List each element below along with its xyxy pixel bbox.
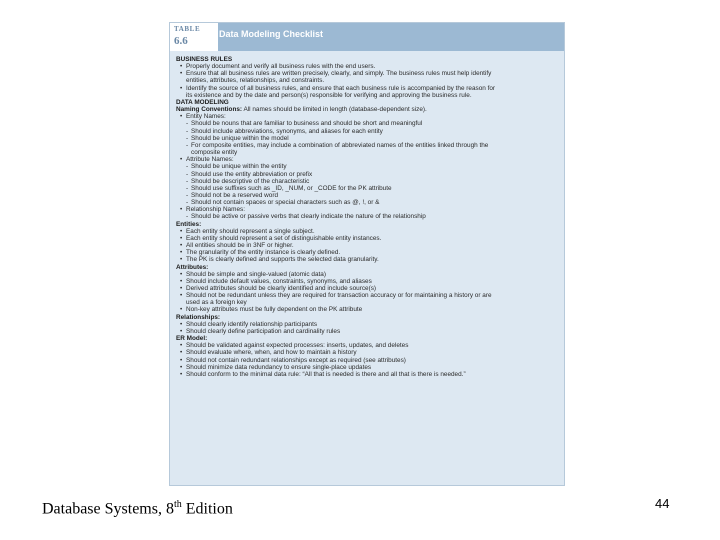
section-heading <box>176 221 560 228</box>
section-heading <box>176 264 560 271</box>
dash-icon: - <box>186 120 189 128</box>
checklist-line <box>176 156 560 163</box>
line-text: Should be validated against expected processes: inserts, updates, and deletes <box>186 342 409 350</box>
checklist-line <box>176 92 560 99</box>
section-heading <box>176 335 560 342</box>
line-text: ER Model: <box>176 335 208 343</box>
checklist-line <box>176 342 560 349</box>
checklist-line <box>176 113 560 120</box>
bullet-icon: • <box>180 363 183 371</box>
checklist-line <box>176 249 560 256</box>
bullet-icon: • <box>180 242 183 250</box>
line-text: its existence and by the date and person(s) responsible for verifying and approving the business rule. <box>186 91 472 99</box>
dash-icon: - <box>186 177 189 185</box>
bullet-icon: • <box>180 63 183 71</box>
line-text: Relationships: <box>176 313 221 321</box>
checklist-content <box>176 56 560 378</box>
checklist-line <box>176 213 560 220</box>
dash-icon: - <box>186 127 189 135</box>
table-header <box>170 23 564 51</box>
checklist-line <box>176 171 560 178</box>
bullet-icon: • <box>180 277 183 285</box>
line-text: Should be simple and single-valued (atomic data) <box>186 270 326 278</box>
line-text: Should not be redundant unless they are required for transaction accuracy or for maintaining a history or are <box>186 292 492 300</box>
checklist-line <box>176 185 560 192</box>
line-text: Should not contain redundant relationships except as required (see attributes) <box>186 356 406 364</box>
bullet-icon: • <box>180 306 183 314</box>
bullet-icon: • <box>180 285 183 292</box>
line-text: composite entity <box>191 149 238 157</box>
checklist-line <box>176 192 560 199</box>
checklist-line <box>176 128 560 135</box>
line-text: Each entity should represent a single subject. <box>186 227 315 235</box>
section-heading <box>176 314 560 321</box>
checklist-line <box>176 271 560 278</box>
checklist-line <box>176 149 560 156</box>
table-label-word: TABLE <box>174 25 201 33</box>
line-text: Properly document and verify all business rules with the end users. <box>186 63 376 71</box>
bullet-icon: • <box>180 70 183 78</box>
dash-icon: - <box>186 163 189 171</box>
footer-title-edition: Edition <box>181 500 233 518</box>
checklist-line <box>176 357 560 364</box>
line-text: Naming Conventions: <box>176 106 243 114</box>
checklist-line <box>176 228 560 235</box>
checklist-line <box>176 85 560 92</box>
line-text: entities, attributes, relationships, and constraints. <box>186 77 325 85</box>
bullet-icon: • <box>180 84 183 92</box>
checklist-table <box>169 22 565 486</box>
bullet-icon: • <box>180 327 183 335</box>
bullet-icon: • <box>180 234 183 242</box>
line-text: Relationship Names: <box>186 206 245 214</box>
checklist-line <box>176 321 560 328</box>
dash-icon: - <box>186 191 189 199</box>
checklist-line <box>176 120 560 127</box>
checklist-line <box>176 235 560 242</box>
checklist-line <box>176 364 560 371</box>
bullet-icon: • <box>180 349 183 357</box>
footer-title-superscript: th <box>173 499 182 510</box>
checklist-line <box>176 306 560 313</box>
page-number: 44 <box>655 496 670 511</box>
bullet-icon: • <box>180 256 183 264</box>
dash-icon: - <box>186 141 189 149</box>
checklist-line <box>176 349 560 356</box>
checklist-line <box>176 256 560 263</box>
line-text: Entities: <box>176 220 202 228</box>
line-text: Entity Names: <box>186 113 226 121</box>
table-number-label <box>170 23 218 51</box>
line-text: Should not contain spaces or special characters such as @, !, or & <box>191 199 380 207</box>
checklist-line <box>176 70 560 77</box>
checklist-line <box>176 163 560 170</box>
line-text: Should use suffixes such as _ID, _NUM, or _CODE for the PK attribute <box>191 184 392 192</box>
line-text: Attributes: <box>176 263 209 271</box>
line-text: Non-key attributes must be fully dependent on the PK attribute <box>186 306 363 314</box>
checklist-line <box>176 328 560 335</box>
bullet-icon: • <box>180 370 183 378</box>
footer-title-main: Database Systems, 8 <box>42 500 174 518</box>
table-title: Data Modeling Checklist <box>219 29 324 39</box>
checklist-line <box>176 135 560 142</box>
line-text: Should not be a reserved word <box>191 191 279 199</box>
section-heading <box>176 56 560 63</box>
checklist-line <box>176 63 560 70</box>
bullet-icon: • <box>180 206 183 214</box>
checklist-line <box>176 206 560 213</box>
line-text: Ensure that all business rules are written precisely, clearly, and simply. The business rules must help identify <box>186 70 492 78</box>
line-text: Should be nouns that are familiar to business and should be short and meaningful <box>191 120 423 128</box>
checklist-line <box>176 299 560 306</box>
bullet-icon: • <box>180 292 183 300</box>
line-text: Should be unique within the model <box>191 134 289 142</box>
line-text: Should be active or passive verbs that clearly indicate the nature of the relationship <box>191 213 426 221</box>
line-text: The PK is clearly defined and supports the selected data granularity. <box>186 256 379 264</box>
bullet-icon: • <box>180 342 183 350</box>
line-text: Identify the source of all business rules, and ensure that each business rule is accompanied by the reason for <box>186 84 496 92</box>
checklist-line <box>176 242 560 249</box>
line-text: Should clearly define participation and cardinality rules <box>186 327 341 335</box>
line-text: BUSINESS RULES <box>176 56 233 63</box>
checklist-line <box>176 292 560 299</box>
section-heading <box>176 99 560 106</box>
line-text: For composite entities, may include a combination of abbreviated names of the entities linked through the <box>191 141 489 149</box>
bullet-icon: • <box>180 113 183 121</box>
line-text: Should evaluate where, when, and how to maintain a history <box>186 349 357 357</box>
line-text: Each entity should represent a set of distinguishable entity instances. <box>186 234 382 242</box>
dash-icon: - <box>186 199 189 207</box>
bullet-icon: • <box>180 320 183 328</box>
checklist-line <box>176 371 560 378</box>
line-text: used as a foreign key <box>186 299 247 307</box>
line-text: All entities should be in 3NF or higher. <box>186 242 294 250</box>
checklist-line <box>176 285 560 292</box>
bullet-icon: • <box>180 249 183 257</box>
line-text: Should be unique within the entity <box>191 163 287 171</box>
line-text: Should include abbreviations, synonyms, and aliases for each entity <box>191 127 383 135</box>
section-heading <box>176 106 560 113</box>
dash-icon: - <box>186 213 189 221</box>
table-label-number: 6.6 <box>174 35 188 47</box>
checklist-line <box>176 178 560 185</box>
line-text: DATA MODELING <box>176 98 229 106</box>
dash-icon: - <box>186 170 189 178</box>
checklist-line <box>176 77 560 84</box>
line-text: The granularity of the entity instance is clearly defined. <box>186 249 341 257</box>
line-text: Should be descriptive of the characteristic <box>191 177 310 185</box>
footer-book-title <box>42 499 233 518</box>
checklist-line <box>176 142 560 149</box>
bullet-icon: • <box>180 227 183 235</box>
dash-icon: - <box>186 184 189 192</box>
bullet-icon: • <box>180 156 183 164</box>
bullet-icon: • <box>180 356 183 364</box>
checklist-line <box>176 278 560 285</box>
line-text-continuation: All names should be limited in length (database-dependent size). <box>242 106 427 114</box>
line-text: Attribute Names: <box>186 156 234 164</box>
line-text: Should clearly identify relationship participants <box>186 320 318 328</box>
line-text: Should minimize data redundancy to ensure single-place updates <box>186 363 372 371</box>
line-text: Derived attributes should be clearly identified and include source(s) <box>186 285 377 292</box>
bullet-icon: • <box>180 270 183 278</box>
line-text: Should use the entity abbreviation or prefix <box>191 170 313 178</box>
dash-icon: - <box>186 134 189 142</box>
checklist-line <box>176 199 560 206</box>
line-text: Should include default values, constraints, synonyms, and aliases <box>186 277 372 285</box>
line-text: Should conform to the minimal data rule: “All that is needed is there and all that is there is needed.” <box>186 370 466 378</box>
